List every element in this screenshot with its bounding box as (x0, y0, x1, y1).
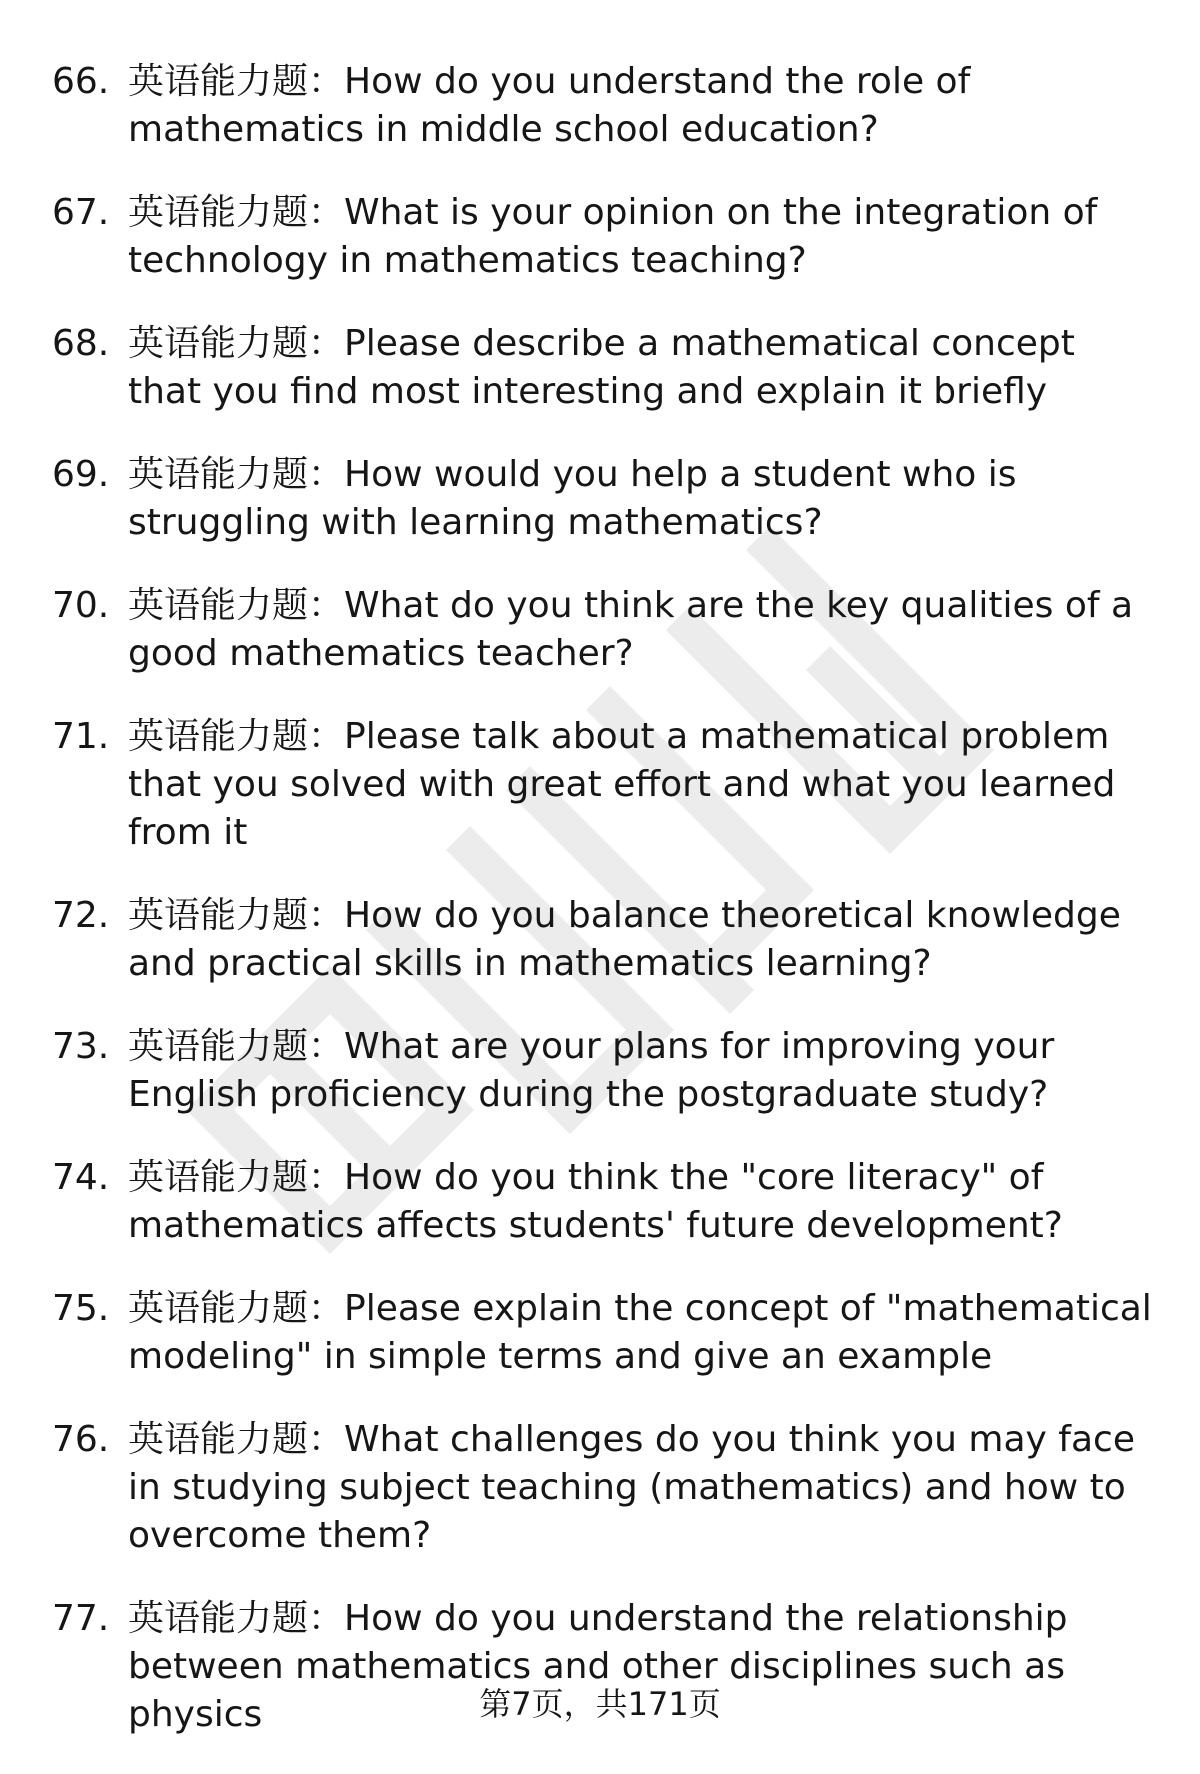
question-list (0, 58, 1200, 1774)
question-number: 68. (52, 323, 110, 364)
question-body (128, 189, 1158, 285)
question-number: 66. (52, 61, 110, 102)
question-number: 67. (52, 192, 110, 233)
question-item (0, 1023, 1200, 1119)
question-number: 71. (52, 716, 110, 757)
question-text: How do you understand the role of mathematics in middle school education? (128, 61, 971, 150)
question-item (0, 451, 1200, 547)
question-category-tag: 英语能力题： (128, 1419, 345, 1460)
question-item (0, 582, 1200, 678)
question-text: What do you think are the key qualities of a good mathematics teacher? (128, 585, 1134, 674)
question-category-tag: 英语能力题： (128, 1026, 345, 1067)
question-item (0, 320, 1200, 416)
question-category-tag: 英语能力题： (128, 323, 345, 364)
question-number: 74. (52, 1157, 110, 1198)
question-category-tag: 英语能力题： (128, 716, 345, 757)
question-category-tag: 英语能力题： (128, 1157, 345, 1198)
question-text: What is your opinion on the integration of technology in mathematics teaching? (128, 192, 1098, 281)
question-category-tag: 英语能力题： (128, 454, 345, 495)
question-text: What are your plans for improving your English proficiency during the postgraduate study? (128, 1026, 1055, 1115)
question-number: 77. (52, 1598, 110, 1639)
question-body (128, 892, 1158, 988)
question-text: Please talk about a mathematical problem that you solved with great effort and what you learned from it (128, 716, 1116, 853)
question-number: 73. (52, 1026, 110, 1067)
question-body (128, 451, 1158, 547)
question-body (128, 1154, 1158, 1250)
question-item (0, 1285, 1200, 1381)
question-text: How do you understand the relationship between mathematics and other disciplines such as physics (128, 1598, 1068, 1735)
question-item (0, 189, 1200, 285)
question-item (0, 892, 1200, 988)
question-body (128, 1023, 1158, 1119)
question-number: 69. (52, 454, 110, 495)
question-category-tag: 英语能力题： (128, 585, 345, 626)
question-text: How do you balance theoretical knowledge and practical skills in mathematics learning? (128, 895, 1121, 984)
question-number: 75. (52, 1288, 110, 1329)
question-text: How would you help a student who is struggling with learning mathematics? (128, 454, 1017, 543)
question-body (128, 1285, 1158, 1381)
question-item (0, 58, 1200, 154)
question-category-tag: 英语能力题： (128, 192, 345, 233)
question-category-tag: 英语能力题： (128, 1598, 345, 1639)
question-number: 72. (52, 895, 110, 936)
question-category-tag: 英语能力题： (128, 895, 345, 936)
question-number: 70. (52, 585, 110, 626)
question-number: 76. (52, 1419, 110, 1460)
question-text: Please explain the concept of "mathematical modeling" in simple terms and give an example (128, 1288, 1152, 1377)
question-body (128, 58, 1158, 154)
question-body (128, 320, 1158, 416)
question-category-tag: 英语能力题： (128, 61, 345, 102)
question-text: Please describe a mathematical concept that you find most interesting and explain it briefly (128, 323, 1075, 412)
question-body (128, 1416, 1158, 1560)
question-item (0, 1154, 1200, 1250)
question-body (128, 582, 1158, 678)
page-number: 第7页，共171页 (479, 1685, 721, 1723)
question-item (0, 1416, 1200, 1560)
question-item (0, 713, 1200, 857)
question-category-tag: 英语能力题： (128, 1288, 345, 1329)
question-body (128, 713, 1158, 857)
question-text: What challenges do you think you may face in studying subject teaching (mathematics) and how to overcome them? (128, 1419, 1135, 1556)
question-text: How do you think the "core literacy" of mathematics affects students' future development? (128, 1157, 1063, 1246)
